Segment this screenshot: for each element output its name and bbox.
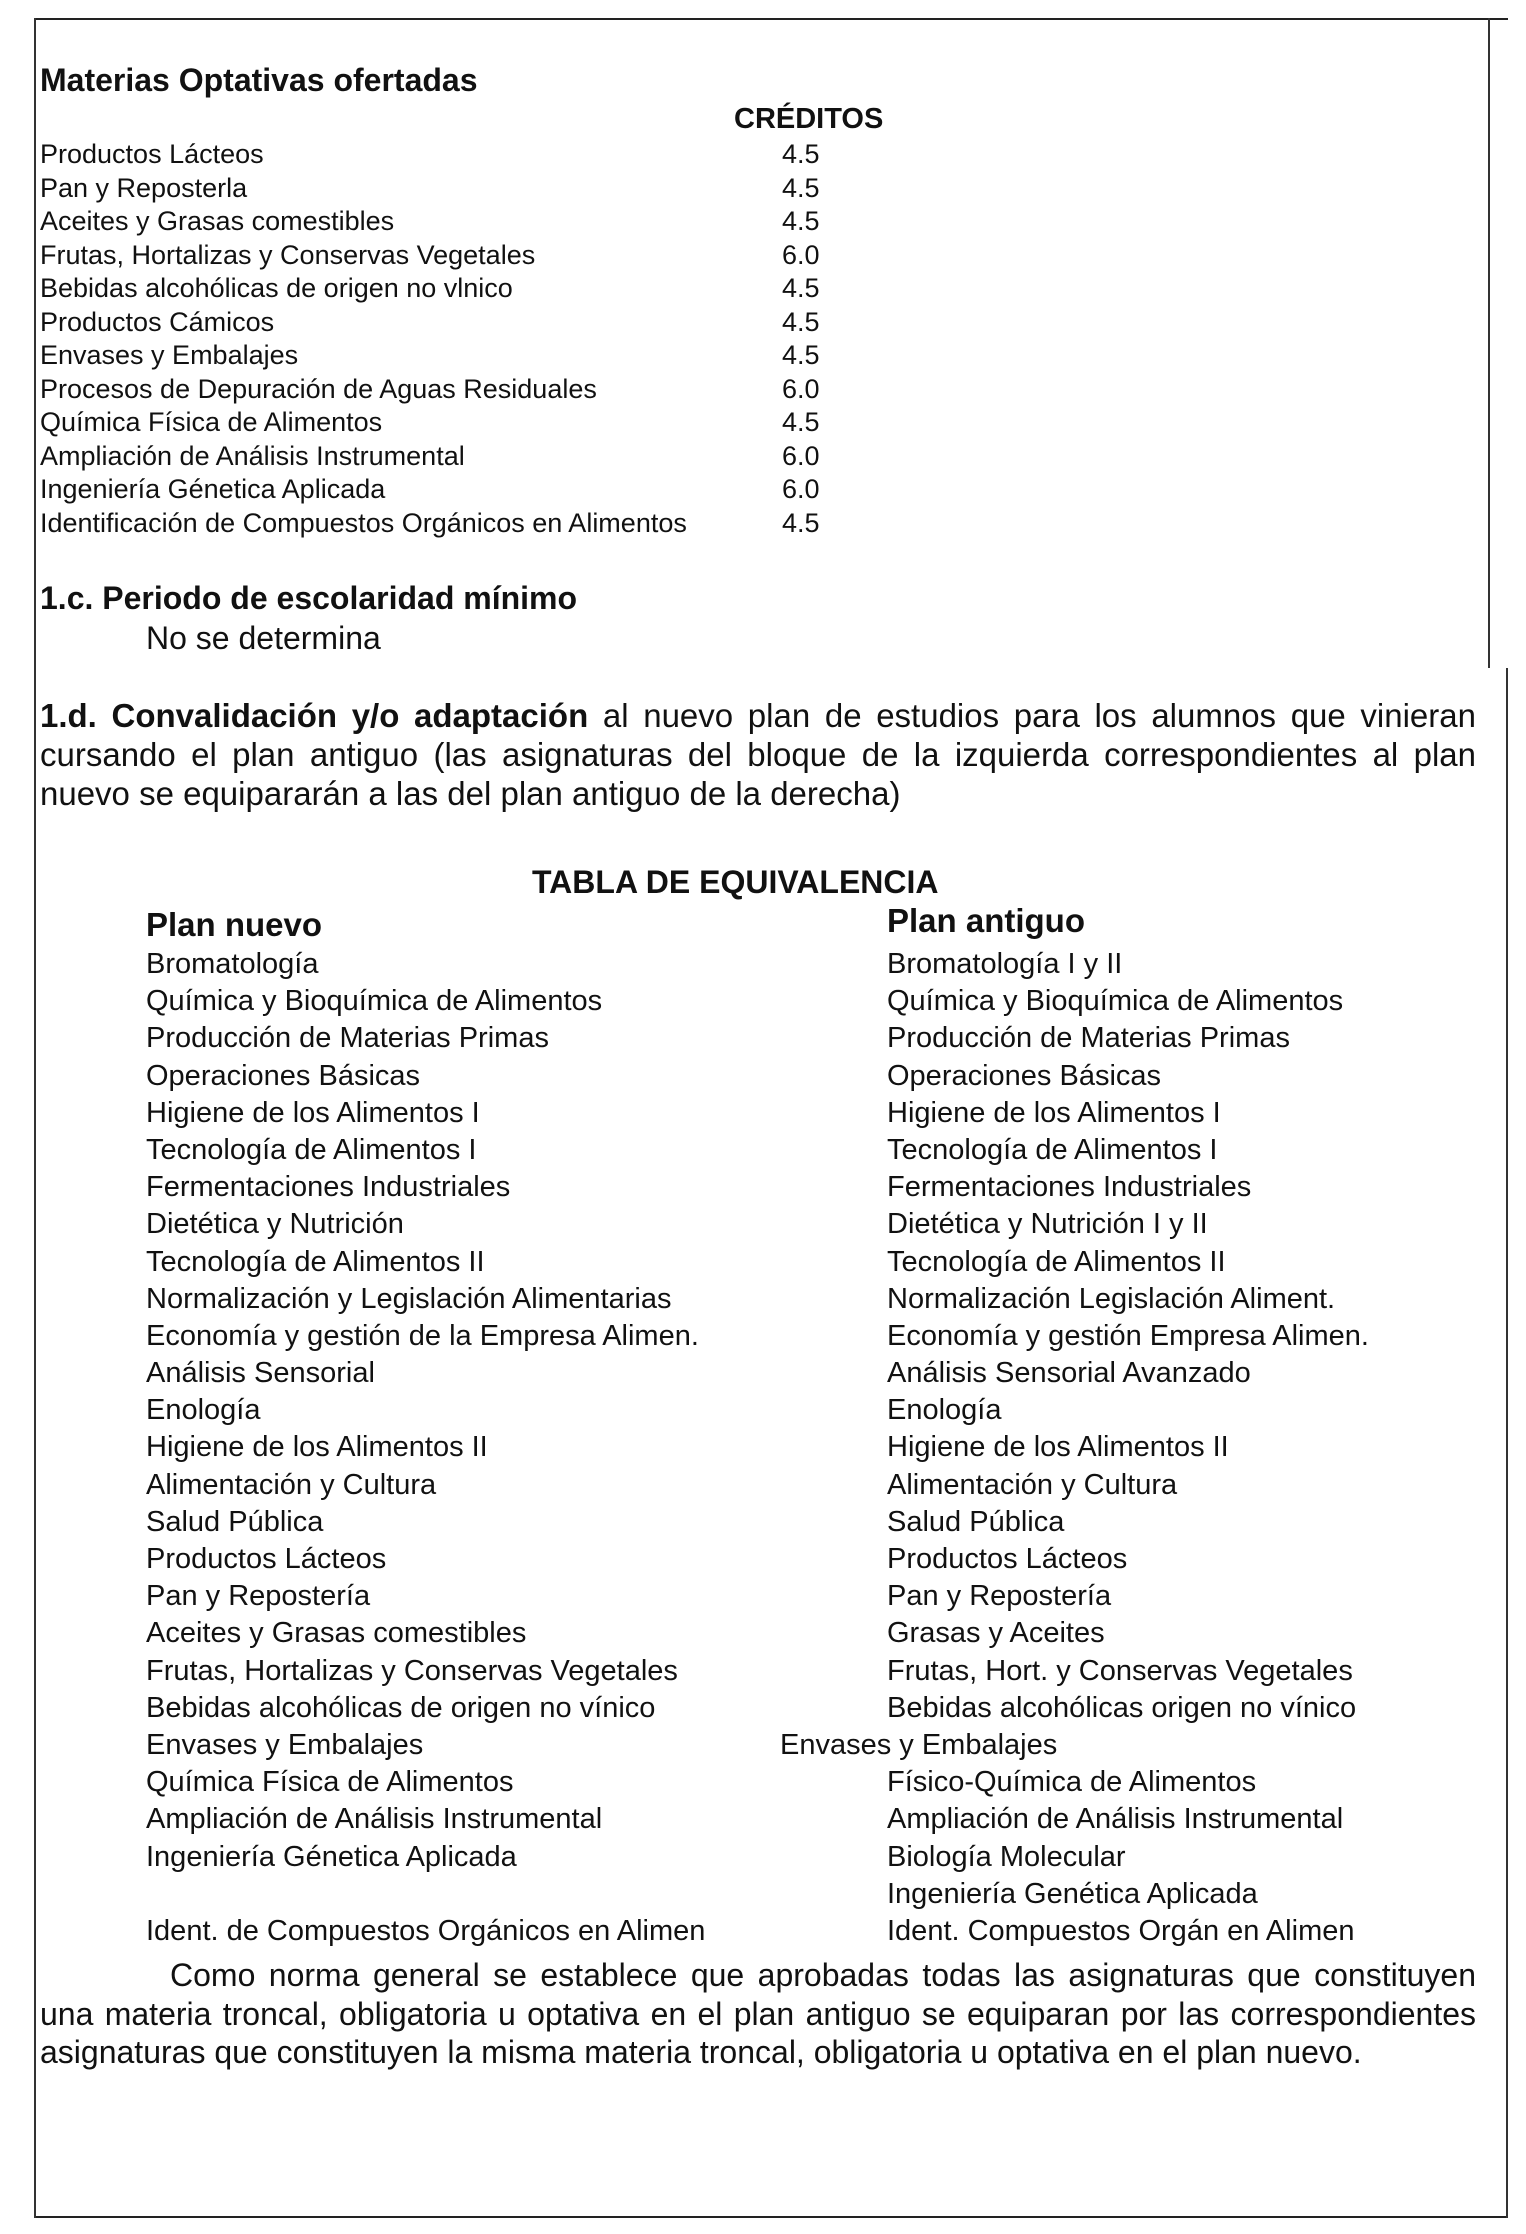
norma-paragraph: Como norma general se establece que aprobadas todas las asignaturas que constituyen una materia troncal, obligatoria u optativa en el plan antiguo se equiparan por las correspondientes asignaturas que constituyen la misma materia troncal, obligatoria u optativa en el plan nuevo. [40,1957,1476,2070]
section-1c-heading: 1.c. Periodo de escolaridad mínimo [40,580,578,616]
plan-antiguo-cell: Análisis Sensorial Avanzado [887,1357,1251,1390]
plan-antiguo-cell: Bromatología I y II [887,948,1123,980]
plan-nuevo-cell: Normalización y Legislación Alimentarias [146,1282,672,1315]
equivalence-row [0,1839,1526,1876]
plan-antiguo-cell: Biología Molecular [887,1840,1126,1873]
plan-antiguo-cell: Dietética y Nutrición I y II [887,1208,1208,1241]
equivalence-row [0,1578,1526,1615]
plan-antiguo-cell: Frutas, Hort. y Conservas Vegetales [887,1654,1353,1687]
plan-antiguo-cell: Envases y Embalajes [780,1728,1058,1761]
equivalence-table [0,946,1526,1950]
plan-antiguo-cell: Tecnología de Alimentos I [887,1133,1218,1166]
plan-antiguo-cell: Producción de Materias Primas [887,1022,1290,1055]
plan-antiguo-cell: Pan y Repostería [887,1580,1112,1613]
equivalence-row [0,1727,1526,1764]
plan-nuevo-cell: Ident. de Compuestos Orgánicos en Alimen [146,1914,706,1947]
optativas-heading: Materias Optativas ofertadas [40,62,478,98]
optativa-credits: 4.5 [782,206,820,236]
equivalence-row [0,1690,1526,1727]
optativa-credits: 4.5 [782,172,820,203]
optativa-name: Productos Lácteos [40,139,264,169]
optativa-name: Envases y Embalajes [40,340,299,370]
plan-antiguo-cell: Enología [887,1394,1002,1427]
equivalence-row [0,1132,1526,1169]
right-border-line-upper [1488,18,1490,668]
equivalence-row [0,1058,1526,1095]
plan-nuevo-cell: Bebidas alcohólicas de origen no vínico [146,1691,656,1724]
optativa-name: Productos Cámicos [40,306,275,337]
optativa-row [40,272,920,306]
equivalence-row [0,1429,1526,1466]
optativa-row [40,306,920,340]
plan-antiguo-cell: Ingeniería Genética Aplicada [887,1877,1258,1910]
plan-nuevo-cell: Productos Lácteos [146,1543,387,1575]
equivalence-row [0,1615,1526,1652]
optativa-row [40,373,920,407]
plan-antiguo-cell: Grasas y Aceites [887,1617,1105,1650]
plan-nuevo-cell: Envases y Embalajes [146,1728,424,1761]
optativa-row [40,172,920,206]
plan-antiguo-cell: Ident. Compuestos Orgán en Alimen [887,1914,1355,1947]
optativa-name: Frutas, Hortalizas y Conservas Vegetales [40,239,536,270]
equivalence-row [0,1504,1526,1541]
section-1d-text: al nuevo plan de estudios para los alumnos que vinieran cursando el plan antiguo (las asignaturas del bloque de la izquierda correspondientes al plan nuevo se equipararán a las del plan antiguo de la derecha) [40,697,1476,812]
plan-nuevo-cell: Operaciones Básicas [146,1059,421,1092]
plan-nuevo-cell: Tecnología de Alimentos II [146,1245,485,1278]
equivalence-row [0,1095,1526,1132]
section-1d-heading: 1.d. Convalidación y/o adaptación [40,697,589,734]
section-1d-paragraph [40,696,1476,813]
plan-nuevo-cell: Frutas, Hortalizas y Conservas Vegetales [146,1654,678,1687]
plan-nuevo-cell: Ingeniería Génetica Aplicada [146,1840,517,1873]
plan-nuevo-cell: Tecnología de Alimentos I [146,1133,477,1166]
optativa-row [40,440,920,474]
equivalence-row [0,1467,1526,1504]
optativa-credits: 6.0 [782,474,820,504]
optativa-credits: 4.5 [782,306,820,337]
plan-nuevo-cell: Alimentación y Cultura [146,1468,437,1501]
optativa-name: Química Física de Alimentos [40,407,383,437]
optativa-row [40,339,920,373]
equivalence-row [0,1876,1526,1913]
plan-antiguo-cell: Economía y gestión Empresa Alimen. [887,1319,1369,1352]
plan-antiguo-cell: Higiene de los Alimentos I [887,1096,1221,1129]
optativa-row [40,138,920,172]
equivalence-row [0,946,1526,983]
optativa-row [40,473,920,507]
optativa-credits: 6.0 [782,373,820,404]
plan-antiguo-cell: Productos Lácteos [887,1543,1128,1575]
plan-nuevo-cell: Análisis Sensorial [146,1357,375,1390]
plan-antiguo-cell: Salud Pública [887,1505,1065,1538]
equivalence-row [0,1169,1526,1206]
plan-antiguo-cell: Bebidas alcohólicas origen no vínico [887,1691,1357,1724]
plan-antiguo-cell: Higiene de los Alimentos II [887,1431,1229,1464]
plan-nuevo-cell: Química y Bioquímica de Alimentos [146,985,603,1018]
optativa-row [40,239,920,273]
equivalence-row [0,1764,1526,1801]
optativa-credits: 4.5 [782,407,820,437]
plan-nuevo-cell: Bromatología [146,948,319,980]
optativa-name: Bebidas alcohólicas de origen no vlnico [40,273,513,303]
optativa-name: Ingeniería Génetica Aplicada [40,474,386,504]
plan-nuevo-cell: Dietética y Nutrición [146,1208,404,1241]
equivalence-row [0,1392,1526,1429]
equivalence-row [0,1653,1526,1690]
optativa-credits: 4.5 [782,273,820,303]
optativa-name: Aceites y Grasas comestibles [40,206,395,236]
equivalence-row [0,1318,1526,1355]
tabla-title: TABLA DE EQUIVALENCIA [532,864,939,900]
optativa-credits: 4.5 [782,507,820,538]
plan-antiguo-cell: Ampliación de Análisis Instrumental [887,1803,1344,1836]
equivalence-row [0,1913,1526,1950]
optativa-row [40,406,920,440]
plan-nuevo-cell: Enología [146,1394,261,1427]
plan-antiguo-cell: Alimentación y Cultura [887,1468,1178,1501]
plan-antiguo-cell: Operaciones Básicas [887,1059,1162,1092]
optativa-name: Procesos de Depuración de Aguas Residuales [40,373,597,404]
section-1c-text: No se determina [146,620,381,656]
plan-nuevo-cell: Química Física de Alimentos [146,1766,514,1799]
plan-nuevo-cell: Aceites y Grasas comestibles [146,1617,527,1650]
equivalence-row [0,1281,1526,1318]
plan-antiguo-cell: Fermentaciones Industriales [887,1171,1252,1204]
optativa-row [40,205,920,239]
plan-antiguo-cell: Físico-Química de Alimentos [887,1766,1257,1799]
optativa-row [40,507,920,541]
plan-antiguo-cell: Química y Bioquímica de Alimentos [887,985,1344,1018]
equivalence-row [0,1244,1526,1281]
equivalence-row [0,1020,1526,1057]
col-plan-nuevo-header: Plan nuevo [146,906,323,943]
equivalence-row [0,1801,1526,1838]
plan-nuevo-cell: Fermentaciones Industriales [146,1171,511,1204]
plan-nuevo-cell: Salud Pública [146,1505,324,1538]
plan-nuevo-cell: Higiene de los Alimentos I [146,1096,480,1129]
plan-nuevo-cell: Economía y gestión de la Empresa Alimen. [146,1319,699,1352]
optativas-list [40,138,920,540]
optativa-credits: 6.0 [782,440,820,471]
plan-nuevo-cell: Higiene de los Alimentos II [146,1431,488,1464]
optativa-name: Pan y Reposterla [40,172,248,203]
equivalence-row [0,1355,1526,1392]
optativa-credits: 4.5 [782,139,820,169]
optativa-credits: 4.5 [782,340,820,370]
plan-nuevo-cell: Pan y Repostería [146,1580,371,1613]
plan-nuevo-cell: Ampliación de Análisis Instrumental [146,1803,603,1836]
optativa-name: Ampliación de Análisis Instrumental [40,440,465,471]
col-plan-antiguo-header: Plan antiguo [887,902,1085,939]
plan-nuevo-cell: Producción de Materias Primas [146,1022,549,1055]
plan-antiguo-cell: Tecnología de Alimentos II [887,1245,1226,1278]
equivalence-row [0,1541,1526,1578]
equivalence-row [0,1206,1526,1243]
plan-antiguo-cell: Normalización Legislación Aliment. [887,1282,1336,1315]
creditos-header: CRÉDITOS [734,103,884,135]
equivalence-row [0,983,1526,1020]
optativa-name: Identificación de Compuestos Orgánicos en Alimentos [40,507,687,538]
optativa-credits: 6.0 [782,239,820,270]
